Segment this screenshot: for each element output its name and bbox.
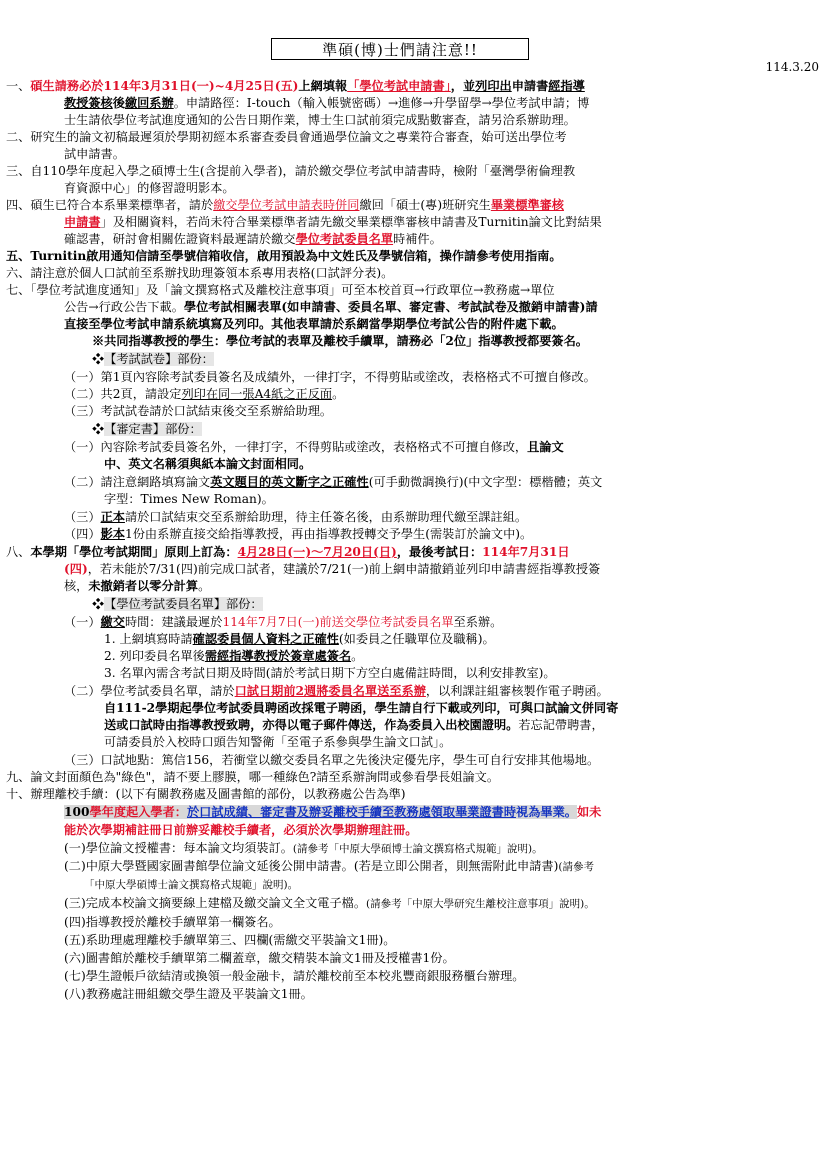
line-text: 士生請依學位考試進度通知的公告日期作業，博士生口試前須完成點數審查，請另洽系辦助理。	[64, 113, 576, 127]
line-text: 114年7月31日	[482, 545, 570, 559]
line-text: 中、英文名稱須與紙本論文封面相同。	[104, 457, 312, 471]
notice-line	[64, 561, 600, 577]
line-text: 繳交學位考試申請表時併同	[213, 198, 360, 212]
line-text: 送或口試時由指導教授致聘，亦得以電子郵件傳送，作為委員入出校園證明。	[104, 718, 519, 732]
line-text: 學年度起入學者：	[89, 805, 187, 819]
line-text: ❖	[92, 422, 105, 436]
notice-line	[6, 265, 393, 281]
line-text: 」及相關資料，若尚未符合畢業標準者請先繳交畢業標準審核申請書及Turnitin論文比對結果	[100, 215, 602, 229]
notice-line	[64, 439, 564, 455]
line-text: （三）考試試卷請於口試結束後交至系辦給助理。	[64, 404, 333, 418]
line-text: ❖	[92, 597, 105, 611]
line-text: (如委員之任職單位及職稱)。	[338, 632, 495, 646]
line-text: (二)中原大學暨國家圖書館學位論文延後公開申請書。(若是立即公開者，則無需附此申請書)	[64, 859, 559, 873]
line-text: ，以利課註組審核製作電子聘函。	[425, 684, 609, 698]
line-text: 確認委員個人資料之正確性	[192, 632, 339, 646]
line-text: 需經指導教授於簽章處簽名	[204, 649, 352, 663]
line-text: 直接至學位考試申請系統填寫及列印。其他表單請於系網當學期學位考試公告的附件處下載。	[64, 317, 564, 331]
line-text: 正本	[100, 510, 125, 524]
line-text: （四）	[64, 527, 101, 541]
line-text: (一)學位論文授權書：每本論文均須裝訂。	[64, 841, 293, 855]
line-text: 六、請注意於個人口試前至系辦找助理簽領本系專用表格(口試評分表)。	[6, 266, 394, 280]
line-text: （三）	[64, 510, 101, 524]
line-text: 上網填報	[298, 79, 348, 93]
notice-line	[104, 665, 556, 681]
notice-line	[64, 840, 543, 857]
line-text: 。	[332, 387, 345, 401]
line-text: 後	[112, 96, 125, 110]
line-text: 時補件。	[393, 232, 442, 246]
line-text: (六)圖書館於離校手續單第二欄蓋章，繳交精裝本論文1冊及授權書1份。	[64, 951, 455, 965]
notice-line	[64, 386, 344, 402]
notice-line	[64, 858, 594, 875]
notice-line	[64, 804, 601, 820]
notice-line	[64, 509, 527, 525]
line-text: 碩生請務必於114年3月31日(一)~4月25日(五)	[30, 79, 299, 93]
line-text: (請參考	[558, 861, 594, 873]
line-text: (四)	[64, 562, 88, 576]
line-text: 學位考試相關表單(如申請書、委員名單、審定書、考試試卷及撤銷申請書)請	[183, 300, 598, 314]
line-text: 育資源中心」的修習證明影本。	[64, 181, 235, 195]
notice-line	[64, 526, 532, 542]
line-text: 列印在同一張A4紙之正反面	[181, 387, 333, 401]
line-text: ※共同指導教授的學生：學位考試的表單及離校手續單，請務必「2位」指導教授都要簽名。	[92, 334, 588, 348]
line-text: 列印出	[475, 79, 512, 93]
notice-line	[64, 614, 502, 630]
line-text: 二、研究生的論文初稿最遲須於學期初經本系審查委員會通過學位論文之專業符合審查，始可送出學位考	[6, 130, 567, 144]
document-date: 114.3.20	[765, 60, 819, 74]
line-text: 。	[351, 649, 364, 663]
line-text: 九、論文封面顏色為"綠色"，請不要上膠膜，哪一種綠色?請至系辦詢問或參看學長姐論文。	[6, 770, 500, 784]
notice-line	[6, 248, 562, 264]
line-text: （二）共2頁，請設定	[64, 387, 182, 401]
line-text: （二）學位考試委員名單，請於	[64, 684, 235, 698]
line-text: 114年7月7日(一)前送交學位考試委員名單	[222, 615, 454, 629]
notice-line	[64, 231, 442, 247]
line-text: (七)學生證帳戶欲結清或換領一般金融卡，請於離校前至本校兆豐商銀服務櫃台辦理。	[64, 969, 525, 983]
line-text: （一）第1頁內容除考試委員簽名及成績外，一律打字，不得剪貼或塗改，表格格式不可擅自修改。	[64, 370, 596, 384]
notice-line	[6, 78, 585, 94]
line-text: 【學位考試委員名單】部份：	[104, 597, 263, 611]
line-text: 繳交	[100, 615, 125, 629]
line-text: 1. 上網填寫時請	[104, 632, 193, 646]
line-text: (三)完成本校論文摘要線上建檔及繳交論文全文電子檔。	[64, 896, 367, 910]
notice-line	[6, 769, 499, 785]
notice-line	[64, 369, 596, 385]
line-text: 公告→行政公告下載。	[64, 300, 184, 314]
line-text: 繳回系辦	[124, 96, 174, 110]
notice-line	[84, 876, 298, 893]
notice-line	[104, 456, 311, 472]
notice-line	[104, 717, 604, 733]
line-text: 1份由系辦直接交給指導教授，再由指導教授轉交予學生(需裝訂於論文中)。	[124, 527, 533, 541]
notice-line	[6, 282, 555, 298]
notice-line	[64, 146, 125, 162]
line-text: (五)系助理處理離校手續單第三、四欄(需繳交平裝論文1冊)。	[64, 933, 396, 947]
line-text: 教授簽核	[64, 96, 113, 110]
notice-line	[64, 95, 589, 111]
line-text: 【考試試卷】部份：	[104, 352, 214, 366]
line-text: 請於口試結束交至系辦給助理，待主任簽名後，由系辦助理代繳至課註組。	[124, 510, 528, 524]
line-text: 於口試成績、審定書及辦妥離校手續至教務處領取畢業證書時	[186, 805, 517, 819]
line-text: 經指導	[548, 79, 585, 93]
notice-line	[104, 491, 274, 507]
line-text: 3. 名單內需含考試日期及時間(請於考試日期下方空白處備註時間，以利安排教室)。	[104, 666, 556, 680]
line-text: ，最後考試日：	[396, 545, 483, 559]
line-text: 三、自110學年度起入學之碩博士生(含提前入學者)，請於繳交學位考試申請書時，檢附「臺灣學術倫理教	[6, 164, 576, 178]
line-text: 五、Turnitin啟用通知信請至學號信箱收信，啟用預設為中文姓氏及學號信箱，操作請參考使用指南。	[6, 249, 562, 263]
notice-line	[64, 822, 417, 838]
notice-line	[104, 734, 451, 750]
notice-line	[6, 197, 564, 213]
line-text: ❖	[92, 352, 105, 366]
line-text: (請參考「中原大學碩博士論文撰寫格式規範」說明)。	[292, 843, 543, 855]
line-text: 「學位考試申請書」	[347, 79, 451, 93]
notice-line	[64, 578, 210, 594]
line-text: 視為畢業。	[516, 805, 577, 819]
line-text: 時間：建議最遲於	[124, 615, 223, 629]
line-text: 一、	[6, 79, 31, 93]
line-text: 七、「學位考試進度通知」及「論文撰寫格式及離校注意事項」可至本校首頁→行政單位→教務處→單位	[6, 283, 555, 297]
line-text: 字型：Times New Roman)。	[104, 492, 274, 506]
notice-line	[64, 968, 524, 984]
notice-line	[64, 403, 332, 419]
line-text: (四)指導教授於離校手續單第一欄簽名。	[64, 915, 281, 929]
notice-line	[64, 683, 609, 699]
notice-line	[6, 163, 575, 179]
line-text: 如未	[576, 805, 602, 819]
notice-line	[64, 932, 395, 948]
line-text: 申請書	[511, 79, 549, 93]
line-text: 核，	[64, 579, 89, 593]
line-text: （三）口試地點：篤信156，若衝堂以繳交委員名單之先後決定優先序，學生可自行安排其他場地。	[64, 753, 600, 767]
line-text: 若忘記帶聘書，	[518, 718, 604, 732]
line-text: 確認書，研討會相關佐證資料最遲請於繳交	[64, 232, 296, 246]
line-text: 影本	[100, 527, 125, 541]
notice-line	[64, 214, 602, 230]
line-text: ，並	[450, 79, 476, 93]
notice-line	[6, 786, 406, 802]
line-text: （二）請注意網路填寫論文	[64, 475, 211, 489]
line-text: 未撤銷者以零分計算	[88, 579, 199, 593]
line-text: 口試日期前2週將委員名單送至系辦	[234, 684, 426, 698]
line-text: （一）內容除考試委員簽名外，一律打字，不得剪貼或塗改，表格格式不可擅自修改，	[64, 440, 528, 454]
line-text: (八)教務處註冊組繳交學生證及平裝論文1冊。	[64, 987, 313, 1001]
line-text: 。申請路徑：I-touch（輸入帳號密碼）→進修→升學留學→學位考試申請；博	[173, 96, 590, 110]
line-text: 2. 列印委員名單後	[104, 649, 205, 663]
notice-line	[64, 316, 564, 332]
line-text: 本學期「學位考試期間」原則上訂為：	[30, 545, 238, 559]
line-text: 至系辦。	[453, 615, 503, 629]
line-text: （一）	[64, 615, 101, 629]
line-text: 八、	[6, 545, 31, 559]
notice-line	[104, 700, 618, 716]
notice-line	[64, 914, 281, 930]
notice-line	[64, 299, 598, 315]
line-text: (請參考「中原大學研究生離校注意事項」說明)。	[366, 898, 595, 910]
notice-line	[64, 112, 576, 128]
line-text: 繳回「碩士(專)班研究生	[359, 198, 491, 212]
line-text: 100	[64, 805, 90, 819]
line-text: 試申請書。	[64, 147, 125, 161]
notice-line	[64, 986, 313, 1002]
line-text: 英文題目的英文斷字之正確性	[210, 475, 369, 489]
notice-line	[6, 129, 567, 145]
line-text: 且論文	[527, 440, 564, 454]
notice-line	[64, 950, 455, 966]
line-text: 十、辦理離校手續：(以下有關教務處及圖書館的部份，以教務處公告為準)	[6, 787, 406, 801]
line-text: 能於次學期補註冊日前辦妥離校手續者，必須於次學期辦理註冊。	[64, 823, 418, 837]
line-text: ，若未能於7/31(四)前完成口試者，建議於7/21(一)前上網申請撤銷並列印申請書經指導教授簽	[87, 562, 601, 576]
notice-line	[64, 895, 595, 912]
line-text: 可請委員於入校時口頭告知警衛「至電子系參與學生論文口試」。	[104, 735, 452, 749]
notice-line	[104, 648, 363, 664]
notice-line	[92, 351, 214, 367]
line-text: 畢業標準審核	[490, 198, 564, 212]
line-text: 四、碩生已符合本系畢業標準者，請於	[6, 198, 214, 212]
line-text: (可手動微調換行)(中文字型：標楷體；英文	[368, 475, 603, 489]
notice-line	[64, 180, 235, 196]
line-text: 4月28日(一)～7月20日(日)	[237, 545, 397, 559]
line-text: 「中原大學碩博士論文撰寫格式規範」說明)。	[84, 879, 299, 891]
line-text: 學位考試委員名單	[295, 232, 394, 246]
notice-line	[92, 333, 588, 349]
line-text: 【審定書】部份：	[104, 422, 202, 436]
notice-line	[64, 752, 599, 768]
document-title: 準碩(博)士們請注意!!	[271, 38, 529, 60]
line-text: 。	[198, 579, 211, 593]
line-text: 自111-2學期起學位考試委員聘函改採電子聘函，學生請自行下載或列印，可與口試論文併同寄	[104, 701, 619, 715]
notice-line	[92, 421, 202, 437]
line-text: 申請書	[64, 215, 101, 229]
notice-line	[92, 596, 263, 612]
notice-line	[104, 631, 495, 647]
notice-line	[64, 474, 602, 490]
notice-line	[6, 544, 570, 560]
